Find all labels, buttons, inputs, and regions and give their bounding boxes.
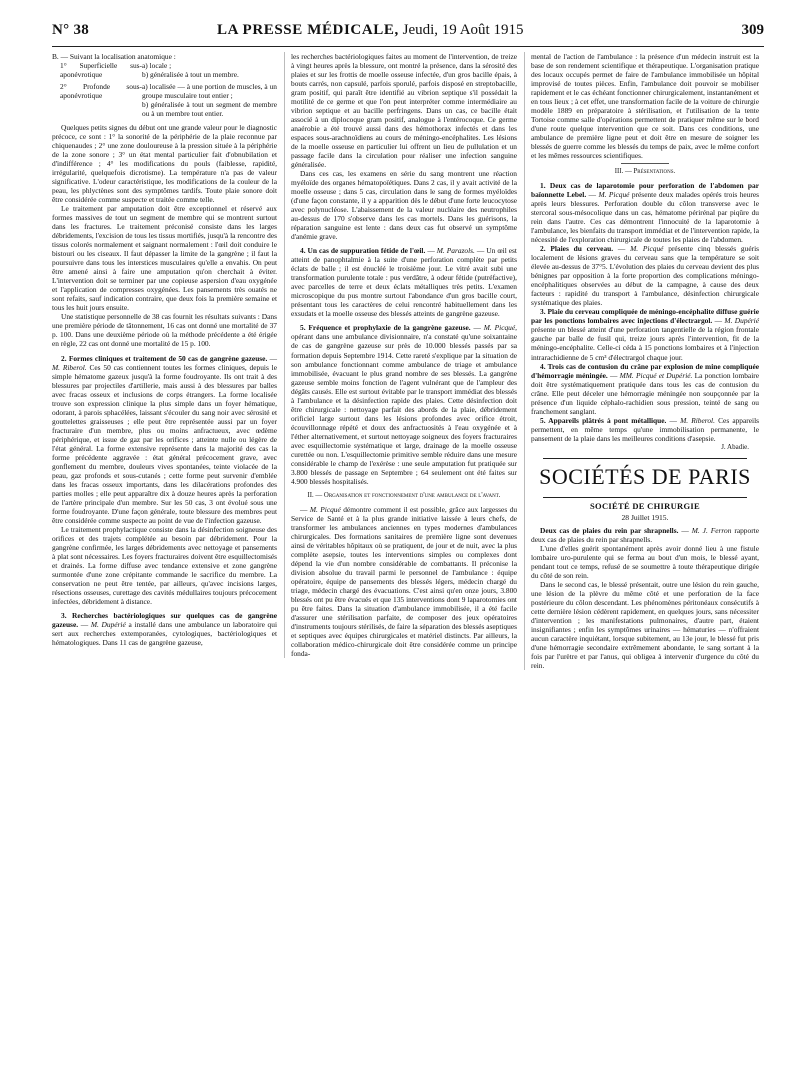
section-title: 2. Formes cliniques et traitement de 50 cas de gangrène gazeuse. (61, 353, 268, 363)
section-body: Un œil est atteint de panophtalmie à la suite d'une perforation complète par petits éclats de balle ; il est énucléé le troisième jour. Le vitré avait subi une transformation purulente totale : pus verdâtre, à odeur fétide (putréfactive), avec parcelles de terre et deux éclats métalliques très petits. L'examen microscopique du pus montre surtout l'abondance d'un gros bacille court, présentant tous les caractères de celui rencontré habituellement dans les exsudats et la moelle osseuse des blessés atteints de gangrène gazeuse. (291, 246, 517, 319)
journal-name: LA PRESSE MÉDICALE, (217, 22, 399, 38)
section-3: 3. Recherches bactériologiques sur quelques cas de gangrène gazeuse. — M. Dupérié a installé dans une ambulance un laboratoire qui sert aux recherches extemporanées, cytologiques, bactériologiques et hématologiques. Dans 11 cas de gangrène gazeuse, (52, 610, 278, 647)
item-title: 1. Deux cas de laparotomie pour perforation de l'abdomen par baïonnette Lebel. (531, 181, 759, 200)
page-header (52, 22, 764, 47)
divider (543, 497, 747, 498)
paragraph: Le traitement par amputation doit être exceptionnel et réservé aux formes massives de tout un segment de membre qui se montrent surtout dans les fractures. Le traitement préconisé consiste dans les larges débridements, l'excision de tous les tissus mortifiés, jusqu'à la rencontre des tissus colorés normalement et saignant normalement : l'œil doit conduire le bistouri ou les ciseaux. Il faut dépasser la limite de la gangrène ; il faut la poursuivre dans tous les interstices musculaires qu'elle a envahis. On peut être amené ainsi à faire une amputation qu'on cherchait à éviter. L'intervention doit se terminer par une copieuse aspersion d'eau oxygénée et l'application de compresses oxygénées. Les pansements très ouatés ne sont refaits, sauf indication contraire, que deux fois la première semaine et tous les huit jours ensuite. (52, 204, 277, 313)
section-title: 4. Un cas de suppuration fétide de l'œil. (300, 246, 426, 256)
issue-number: N° 38 (52, 22, 90, 38)
section-6: — M. Picqué démontre comment il est possible, grâce aux largesses du Service de Santé et à la plus grande initiative laissée à leurs chefs, de transformer les ambulances anciennes en types modernes d'ambulances chirurgicales. Des formations sanitaires de première ligne sont devenues ainsi de véritables hôpitaux où se pratiquent, de jour et de nuit, avec la plus complète asepsie, toutes les interventions simples ou complexes dont dépend la vie d'un nombre considérable de combattants. Il préconise la division absolue du travail parmi le personnel de l'ambulance : équipe opératoire, équipe de pansements des blessés légers, médecin chargé du triage, médecin chargé des évacuations. C'est ainsi qu'en onze jours, 3.800 blessés ont pu être évacués et que 135 interventions dont 9 laparotomies ont pu être faites. Dans la situation d'ambulance immobilisée, il a été facile d'assurer une stérilisation parfaite, de composer des jeux opératoires d'instruments toujours stérilisés, de faire la séparation des blessés aseptiques et septiques avec équipes chirurgicales et matériel distincts. Par ailleurs, la collaboration médico-chirurgicale doit être considérée comme un principe fonda- (291, 504, 518, 658)
item-title: 4. Trois cas de contusion du crâne par explosion de mine compliquée d'hémorragie méningée. (531, 361, 759, 380)
section-heading: II. — Organisation et fonctionnement d'une ambulance de l'avant. (307, 491, 501, 499)
item-body: Ces appareils permettent, en même temps qu'une immobilisation permanente, le pansement de la plaie dans les meilleures conditions d'asepsie. (531, 415, 760, 443)
item-body: présente un blessé atteint d'une perforation tangentielle de la région frontale gauche par balle de fusil qui, treize jours après l'intervention, fit de la méningo-encéphalite. Celle-ci céda à 15 ponctions lombaires et à l'injection intrarachidienne de 5 cm³ d'électrargol chaque jour. (531, 325, 759, 362)
outline-item-1b: b) généralisée à tout un membre. (142, 70, 239, 80)
outline-item-2a: a) localisée — à une portion de muscles, à un groupe musculaire tout entier ; (142, 82, 277, 101)
outline-item-1a: a) locale ; (142, 61, 172, 71)
divider (621, 163, 669, 164)
society-title: SOCIÉTÉ DE CHIRURGIE (590, 500, 700, 511)
presentation-5: 5. Appareils plâtrés à pont métallique. — M. Riberol. Ces appareils permettent, en même temps qu'une immobilisation permanente, le pansement de la plaie dans les meilleures conditions d'asepsie. (531, 415, 760, 443)
paragraph: Une statistique personnelle de 38 cas fournit les résultats suivants : Dans une première période de tâtonnement, 16 cas ont donné une mortalité de 37 p. 100. Dans une deuxième période où la méthode précédente a été érigée en règle, 22 cas ont donné une mortalité de 15 p. 100. (52, 312, 277, 349)
paragraph: Quelques petits signes du début ont une grande valeur pour le diagnostic précoce, ce sont : 1° la sonorité de la périphérie de la plaie reconnue par chiquenaudes ; 2° une zone douloureuse à la pression située à la périphérie de la zone sonore ; 3° un état mental particulier fait d'obnubilation et d'indifférence ; 4° les modifications du pouls (faiblesse, rapidité, irrégularité, quelquefois dicrotisme). La température n'a pas de valeur significative. L'odeur caractéristique, les modifications de la couleur de la peau, les phlyctènes sont des symptômes tardifs. Toute plaie sonore doit être considérée comme suspecte et traitée comme telle. (52, 123, 277, 205)
author: M. Picqué (309, 504, 341, 514)
report-1: Deux cas de plaies du rein par shrapnells. — M. J. Ferron rapporte deux cas de plaies du rein par shrapnells. (531, 525, 759, 544)
author: M. Dupérié (724, 316, 760, 326)
presentation-4: 4. Trois cas de contusion du crâne par explosion de mine compliquée d'hémorragie méningée. — MM. Picqué et Dupérié. La ponction lombaire doit être systématiquement pratiquée dans tous les cas de contusion du crâne. Elle peut déceler une hémorragie méningée non soupçonnée par la présence d'un liquide céphalo-rachidien sous pression, teinté de sang ou franchement sanglant. (531, 361, 760, 416)
paragraph: mental de l'action de l'ambulance : la présence d'un médecin instruit est la base de son rendement scientifique et thérapeutique. L'organisation pratique des locaux occupés permet de faire de l'ambulance immobilisée un hôpital improvisé de toutes pièces. Enfin, l'ambulance doit pouvoir se mobiliser rapidement et le cas échéant fonctionner chirurgicalement, instantanément et en tous lieux ; à cet effet, une transformation facile de la voiture de chirurgie modèle 1889 en préparatoire à stérilisation, et l'utilisation de la tente Tortoise comme salle d'opérations permettent de pratiquer même sur le bord d'une route quelque intervention que ce soit. Dans ces conditions, une ambulance de première ligne peut et doit être en mesure de soigner les blessés de guerre comme les blessés du temps de paix, avec le même confort et les mêmes ressources scientifiques. (531, 52, 759, 161)
author: M. Picqué (598, 190, 630, 200)
item-title: 2. Plaies du cerveau. (540, 244, 614, 254)
paragraph: Le traitement prophylactique consiste dans la désinfection soigneuse des orifices et des trajets complétée au besoin par débridement. Pour la gangrène confirmée, les larges débridements avec nettoyage et pansements à plat sont nécessaires. Les foyers fracturaires doivent être esquillectomisés et drainés. La forme diffuse avec tendance extensive et zone gangrène surmontée d'une zone crépitante commande le sacrifice du membre. La conservation ne peut être tentée, par ailleurs, qu'avec incisions larges, résections osseuses, curettage des cavités médullaires toujours précocement infectées, débridement à distance. (52, 524, 277, 606)
session-date: 28 Juillet 1915. (621, 512, 669, 522)
section-5: 5. Fréquence et prophylaxie de la gangrène gazeuse. — M. Picqué, opérant dans une ambulance divisionnaire, n'a constaté qu'une soixantaine de cas de gangrène gazeuse sur près de 10.000 blessés passés par sa formation depuis Septembre 1914. Cette rareté s'explique par la situation de son ambulance fonctionnant comme ambulance de triage et ambulance immobilisée, évacuant le plus grand nombre de ses blessés. La gangrène gazeuse semble moins fonction de l'agent vulnérant que de l'ampleur des dégâts causés. Elle est surtout évitable par le transport immédiat des blessés à l'ambulance et la désinfection rapide des plaies. Cette désinfection doit être chirurgicale : nettoyage parfait des abords de la plaie, débridement orificiel large surtout dans les lésions profondes avec orifice étroit, écouvillonnage répété et doux des anfractuosités à l'eau oxygénée et à l'éther alternativement, et surtout nettoyage soigneux des foyers fracturaires avec esquillectomie systématique et large, drainage de la moelle osseuse curettée ou non. L'esquillectomie primitive semble réduire dans une mesure considérable le champ de l'exérèse : une seule amputation fut pratiquée sur 3.800 blessés de passage en Septembre ; 64 seulement ont été faites sur 4.900 blessés hospitalisés. (291, 323, 518, 486)
author: M. Riberol. (52, 362, 87, 372)
item-title: 5. Appareils plâtrés à pont métallique. (540, 415, 667, 425)
item-body: La ponction lombaire doit être systématiquement pratiquée dans tous les cas de contusion du crâne. Elle peut déceler une hémorragie méningée non soupçonnée par la présence d'un liquide céphalo-rachidien sous pression, teinté de sang ou franchement sanglant. (531, 370, 760, 416)
section-body: a installé dans une ambulance un laboratoire qui sert aux recherches extemporanées, cytologiques, bactériologiques et hématologiques. Dans 11 cas de gangrène gazeuse, (52, 619, 278, 647)
journal-title (217, 22, 523, 39)
divider (543, 458, 747, 459)
author: MM. Picqué et Dupérié. (619, 370, 693, 380)
item-body: présente deux malades opérés trois heures après leurs blessures. Perforation double du côlon transverse avec le stercoral sous-mésocolique dans un cas, hématome périrénal par piqûre du rein dans l'autre. Ces cas démontrent l'innocuité de la laparotomie à l'ambulance, les bienfaits du transport immédiat et de l'intervention rapide, la nécessité de l'exploration chirurgicale de toutes les plaies de l'abdomen. (531, 190, 760, 245)
section-4: 4. Un cas de suppuration fétide de l'œil. — M. Parazols. — Un œil est atteint de panophtalmie à la suite d'une perforation complète par petits éclats de balle ; il est énucléé le troisième jour. Le vitré avait subi une transformation purulente totale : pus verdâtre, à odeur fétide (putréfactive), avec parcelles de terre et deux éclats métalliques très petits. L'examen microscopique du pus montre surtout l'abondance d'un gros bacille court, présentant tous les caractères de celui rencontré habituellement dans les exsudats et la moelle osseuse des blessés atteints de gangrène gazeuse. (291, 246, 517, 319)
outline-item-2: 2° Profonde sous-aponévrotique (60, 82, 142, 101)
section-2: 2. Formes cliniques et traitement de 50 cas de gangrène gazeuse. — M. Riberol. Ces 50 cas contiennent toutes les formes cliniques, depuis le simple hématome gazeux jusqu'à la forme foudroyante. Ils ont trait à des blessures par projectiles d'artillerie, mais aussi à des blessures par balles avec fracas osseux et inclusions de corps étrangers. La forme localisée trouve son expression clinique la plus simple dans un foyer hématique, odorant, à parois sphacélées, laissant s'écouler du sang noir avec sérosité et gouttelettes graisseuses ; elle peut être représentée aussi par un foyer fracturaire d'un membre, plus ou moins anfractueux, avec œdème périphérique, et issue de gaz par les orifices ; atteinte nulle ou légère de l'état général. La forme extensive représente dans la majorité des cas la forme précédente aggravée : état général précocement grave, avec gonflement du membre, douleurs vives spontanées, teinte violacée de la peau, gaz profonds et sous-cutanés ; cette forme peut survenir d'emblée dans les fracas osseux importants, dans les dilacérations profondes des parties molles ; elle peut apparaître dix à douze heures après la perforation de l'artère principale d'un membre. Sur les 50 cas, 3 ont évolué sous une forme foudroyante. D'une façon générale, toute blessure des membres peut être considérée comme suspecte au point de vue de l'infection gazeuse. (52, 353, 278, 525)
page-number: 309 (741, 22, 764, 38)
column-1 (52, 52, 277, 647)
section-title: 3. Recherches bactériologiques sur quelques cas de gangrène gazeuse. (52, 610, 277, 629)
presentation-2: 2. Plaies du cerveau. — M. Picqué présente cinq blessés guéris localement de lésions graves du cerveau sans que la température se soit élevée au-dessus de 37°5. L'évolution des plaies du cerveau devient des plus bénignes par opposition à la forte proportion des complications méningo-encéphalitiques observées au début de la campagne, à cause des deux facteurs : rapidité du transport à l'ambulance, désinfection chirurgicale systématique des plaies. (531, 244, 759, 308)
author: M. Picqué (630, 244, 664, 254)
column-3 (524, 52, 759, 670)
issue-date: Jeudi, 19 Août 1915 (402, 22, 524, 38)
column-2 (284, 52, 517, 658)
paragraph: les recherches bactériologiques faites au moment de l'intervention, de treize à vingt heures après la blessure, ont montré la présence, dans la sérosité des plaies et sur les frottis de moelle osseuse infectée, d'un gros bacille épais, à bouts carrés, non capsulé, parfois sporulé, parfois disposé en streptobacille, gram positif, qui paraît être identifié au vibrion septique s'il possédait la motilité de ce germe et que l'on peut interpréter comme intermédiaire au vibrion septique et au bacille perfringens. Dans un cas, ce bacille était associé à un diplocoque gram positif, analogue à l'entérocoque. Ce germe anaérobie a été trouvé aussi dans des hémothorax infectés et dans les espaces sous-arachnoïdiens au cours de méningo-encéphalites. Les lésions de la moelle osseuse en particulier lui offrent un lieu de pullulation et un passage facile dans la circulation pour réaliser une infection sanguine généralisée. (291, 52, 517, 170)
presentation-1: 1. Deux cas de laparotomie pour perforation de l'abdomen par baïonnette Lebel. — M. Picqué présente deux malades opérés trois heures après leurs blessures. Perforation double du côlon transverse avec le stercoral sous-mésocolique dans un cas, hématome périrénal par piqûre du rein dans l'autre. Ces cas démontrent l'innocuité de la laparotomie à l'ambulance, les bienfaits du transport immédiat et de l'intervention rapide, la nécessité de l'exploration chirurgicale de toutes les plaies de l'abdomen. (531, 181, 760, 245)
section-body: démontre comment il est possible, grâce aux largesses du Service de Santé et à la plus grande initiative laissée à leurs chefs, de transformer les ambulances anciennes en types modernes d'ambulances chirurgicales. Des formations sanitaires de première ligne sont devenues ainsi de véritables hôpitaux où se pratiquent, de jour et de nuit, avec la plus complète asepsie, toutes les interventions simples ou complexes dont dépend la vie d'un nombre considérable de combattants. Il préconise la division absolue du travail parmi le personnel de l'ambulance : équipe opératoire, équipe de pansements des blessés légers, médecin chargé du triage, médecin chargé des évacuations. C'est ainsi qu'en onze jours, 3.800 blessés ont pu être évacués et que 135 interventions dont 9 laparotomies ont pu être faites. Dans la situation d'ambulance immobilisée, il a été facile d'assurer une stérilisation parfaite, de composer des jeux opératoires d'instruments toujours stérilisés, de faire la séparation des blessés aseptiques et septiques avec équipes chirurgicales et matériel distincts. Par ailleurs, la collaboration médico-chirurgicale doit être considérée comme un principe fonda- (291, 504, 518, 658)
author: M. J. Ferron (691, 525, 732, 535)
author: M. Parazols. (436, 246, 475, 256)
paragraph: Dans le second cas, le blessé présentait, outre une lésion du rein gauche, une lésion de la plèvre du même côté et une perforation de la face postérieure du côlon descendant. Les phénomènes péritonéaux consécutifs à cette dernière lésion cédèrent rapidement, en quelques jours, sans nécessiter d'intervention ; les manifestations pulmonaires, d'autre part, étaient insignifiantes ; enfin les symptômes urinaires — hématuries — n'offraient aucun caractère inquiétant, lorsque subitement, au 13e jour, le blessé fut pris d'une hémorragie secondaire extrêmement abondante, le sang sortant à la fois par l'urètre et par l'anus, qui obligea à intervenir d'urgence du côté du rein. (531, 579, 759, 670)
paragraph: Dans ces cas, les examens en série du sang montrent une réaction myéloïde des organes hématopoïétiques. Dans 2 cas, il y avait activité de la moelle osseuse ; dans 5 cas, circulation dans le sang de formes myéloïdes (d'une façon constante, il y a apparition dès le début d'une forte leucocytose avec polynucléose. L'abaissement de la valeur nucléaire des neutrophiles au-dessus de 170 s'observe dans les cas mortels. Dans les guérisons, la réparation sanguine est lente : dans deux cas fut observé un symptôme d'anémie grave. (291, 169, 517, 242)
section-heading: III. — Présentations. (614, 168, 676, 176)
outline-item-2b: b) généralisée à tout un segment de membre ou à un membre tout entier. (142, 100, 277, 119)
paragraph: L'une d'elles guérit spontanément après avoir donné lieu à une fistule lombaire uro-purulente qui se ferma au bout d'un mois, le blessé ayant, pendant tout ce temps, refusé de se soumettre à toute thérapeutique dirigée du côté de son rein. (531, 543, 759, 580)
item-title: 3. Plaie du cerveau compliquée de méningo-encéphalite diffuse guérie par les ponctions lombaires avec injections d'électrargol. (531, 307, 759, 326)
author: M. Dupérié (90, 619, 126, 629)
author: M. Riberol. (680, 415, 715, 425)
section-body: Ces 50 cas contiennent toutes les formes cliniques, depuis le simple hématome gazeux jusqu'à la forme foudroyante. Ils ont trait à des blessures par projectiles d'artillerie, mais aussi à des blessures par balles avec fracas osseux et inclusions de corps étrangers. La forme localisée trouve son expression clinique la plus simple dans un foyer hématique, odorant, à parois sphacélées, laissant s'écouler du sang noir avec sérosité et gouttelettes graisseuses ; elle peut être représentée aussi par un foyer fracturaire d'un membre, plus ou moins anfractueux, avec œdème périphérique, et issue de gaz par les orifices ; atteinte nulle ou légère de l'état général. La forme extensive représente dans la majorité des cas la forme précédente aggravée : état général précocement grave, avec gonflement du membre, douleurs vives spontanées, teinte violacée de la peau, gaz profonds et sous-cutanés ; cette forme peut survenir d'emblée dans les fracas osseux importants, dans les dilacérations profondes des parties molles ; elle peut apparaître dix à douze heures après la perforation de l'artère principale d'un membre. Sur les 50 cas, 3 ont évolué sous une forme foudroyante. D'une façon générale, toute blessure des membres peut être considérée comme suspecte au point de vue de l'infection gazeuse. (52, 362, 277, 525)
section-body: opérant dans une ambulance divisionnaire, n'a constaté qu'une soixantaine de cas de gangrène gazeuse sur près de 10.000 blessés passés par sa formation depuis Septembre 1914. Cette rareté s'explique par la situation de son ambulance fonctionnant comme ambulance de triage et ambulance immobilisée, évacuant le plus grand nombre de ses blessés. La gangrène gazeuse semble moins fonction de l'agent vulnérant que de l'ampleur des dégâts causés. Elle est surtout évitable par le transport immédiat des blessés à l'ambulance et la désinfection rapide des plaies. Cette désinfection doit être chirurgicale : nettoyage parfait des abords de la plaie, débridement orificiel large surtout dans les lésions profondes avec orifice étroit, écouvillonnage répété et doux des anfractuosités à l'eau oxygénée et à l'éther alternativement, et surtout nettoyage soigneux des foyers fracturaires avec esquillectomie systématique et large, drainage de la moelle osseuse curettée ou non. L'esquillectomie primitive semble réduire dans une mesure considérable le champ de l'exérèse : une seule amputation fut pratiquée sur 3.800 blessés de passage en Septembre ; 64 seulement ont été faites sur 4.900 blessés hospitalisés. (291, 332, 517, 486)
section-banner: SOCIÉTÉS DE PARIS (539, 463, 751, 489)
signature: J. Abadie. (721, 442, 749, 451)
section-title: 5. Fréquence et prophylaxie de la gangrène gazeuse. (300, 323, 471, 333)
outline (60, 61, 277, 118)
author: M. Picqué, (483, 323, 518, 333)
item-body: rapporte deux cas de plaies du rein par shrapnells. (531, 525, 759, 544)
item-body: présente cinq blessés guéris localement de lésions graves du cerveau sans que la température se soit élevée au-dessus de 37°5. L'évolution des plaies du cerveau devient des plus bénignes par opposition à la forte proportion des complications méningo-encéphalitiques observées au début de la campagne, à cause des deux facteurs : rapidité du transport à l'ambulance, désinfection chirurgicale systématique des plaies. (531, 244, 759, 308)
outline-heading: B. — Suivant la localisation anatomique : (52, 52, 176, 61)
presentation-3: 3. Plaie du cerveau compliquée de méningo-encéphalite diffuse guérie par les ponctions lombaires avec injections d'électrargol. — M. Dupérié présente un blessé atteint d'une perforation tangentielle de la région frontale gauche par balle de fusil qui, treize jours après l'intervention, fit de la méningo-encéphalite. Celle-ci céda à 15 ponctions lombaires et à l'injection intrarachidienne de 5 cm³ d'électrargol chaque jour. (531, 307, 760, 362)
outline-item-1: 1° Superficielle sus-aponévrotique (60, 61, 142, 80)
item-title: Deux cas de plaies du rein par shrapnells. (540, 525, 679, 535)
